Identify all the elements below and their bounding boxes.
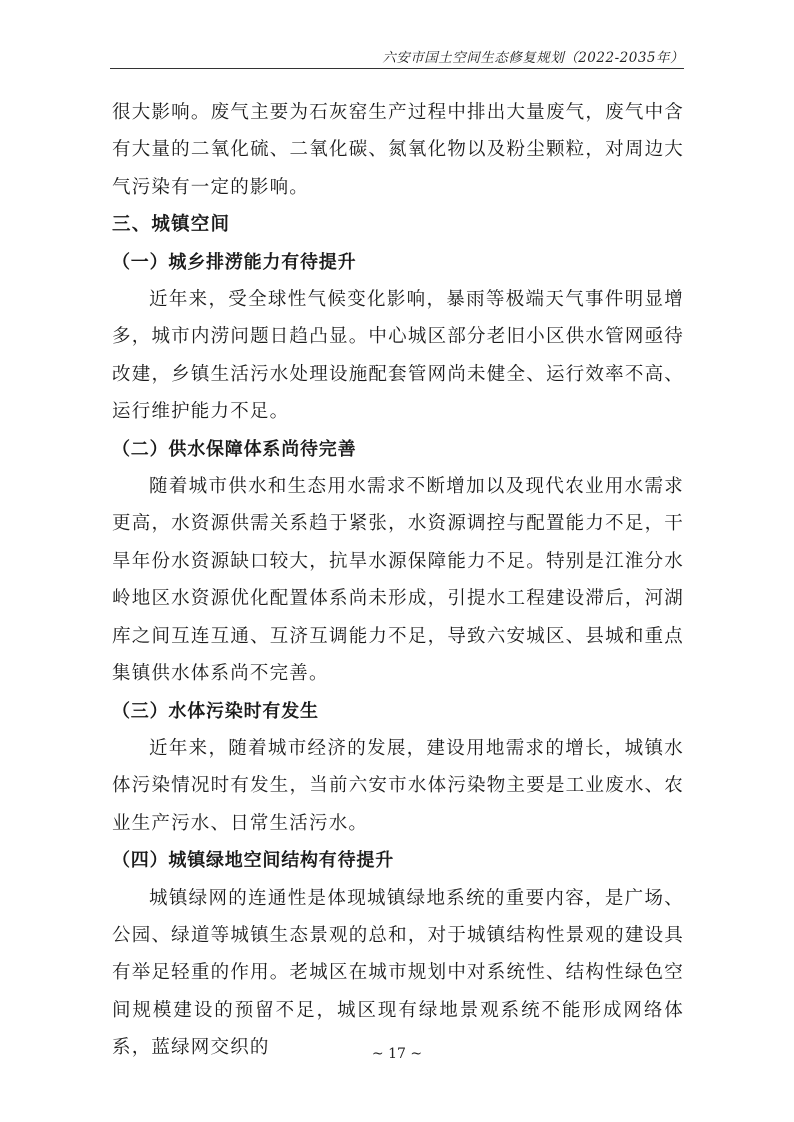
subheading-water-supply: （二）供水保障体系尚待完善 xyxy=(112,438,357,460)
paragraph-green-space: 城镇绿网的连通性是体现城镇绿地系统的重要内容，是广场、公园、绿道等城镇生态景观的总和，对于城镇结构性景观的建设具有举足轻重的作用。老城区在城市规划中对系统性、结构性绿色空间规模建设的预留不足，城区现有绿地景观系统不能形成网络体系，蓝绿网交织的 xyxy=(112,887,684,1059)
paragraph-water-pollution: 近年来，随着城市经济的发展，建设用地需求的增长，城镇水体污染情况时有发生，当前六安市水体污染物主要是工业废水、农业生产污水、日常生活污水。 xyxy=(112,737,684,834)
paragraph-drainage: 近年来，受全球性气候变化影响，暴雨等极端天气事件明显增多，城市内涝问题日趋凸显。中心城区部分老旧小区供水管网亟待改建，乡镇生活污水处理设施配套管网尚未健全、运行效率不高、运行维护能力不足。 xyxy=(112,289,684,423)
page-header xyxy=(110,44,684,69)
paragraph-intro: 很大影响。废气主要为石灰窑生产过程中排出大量废气，废气中含有大量的二氧化硫、二氧化碳、氮氧化物以及粉尘颗粒，对周边大气污染有一定的影响。 xyxy=(112,102,684,198)
page-body xyxy=(112,94,684,1067)
page-number: ~ 17 ~ xyxy=(371,1046,423,1062)
subheading-drainage: （一）城乡排涝能力有待提升 xyxy=(112,251,357,273)
subheading-water-pollution: （三）水体污染时有发生 xyxy=(112,700,319,722)
paragraph-water-supply: 随着城市供水和生态用水需求不断增加以及现代农业用水需求更高，水资源供需关系趋于紧张，水资源调控与配置能力不足，干旱年份水资源缺口较大，抗旱水源保障能力不足。特别是江淮分水岭地区水资源优化配置体系尚未形成，引提水工程建设滞后，河湖库之间互连互通、互济互调能力不足，导致六安城区、县城和重点集镇供水体系尚不完善。 xyxy=(112,476,684,685)
header-title: 六安市国土空间生态修复规划（2022-2035年） xyxy=(382,50,684,66)
section-heading-urban-space: 三、城镇空间 xyxy=(112,214,231,236)
subheading-green-space: （四）城镇绿地空间结构有待提升 xyxy=(112,850,394,872)
